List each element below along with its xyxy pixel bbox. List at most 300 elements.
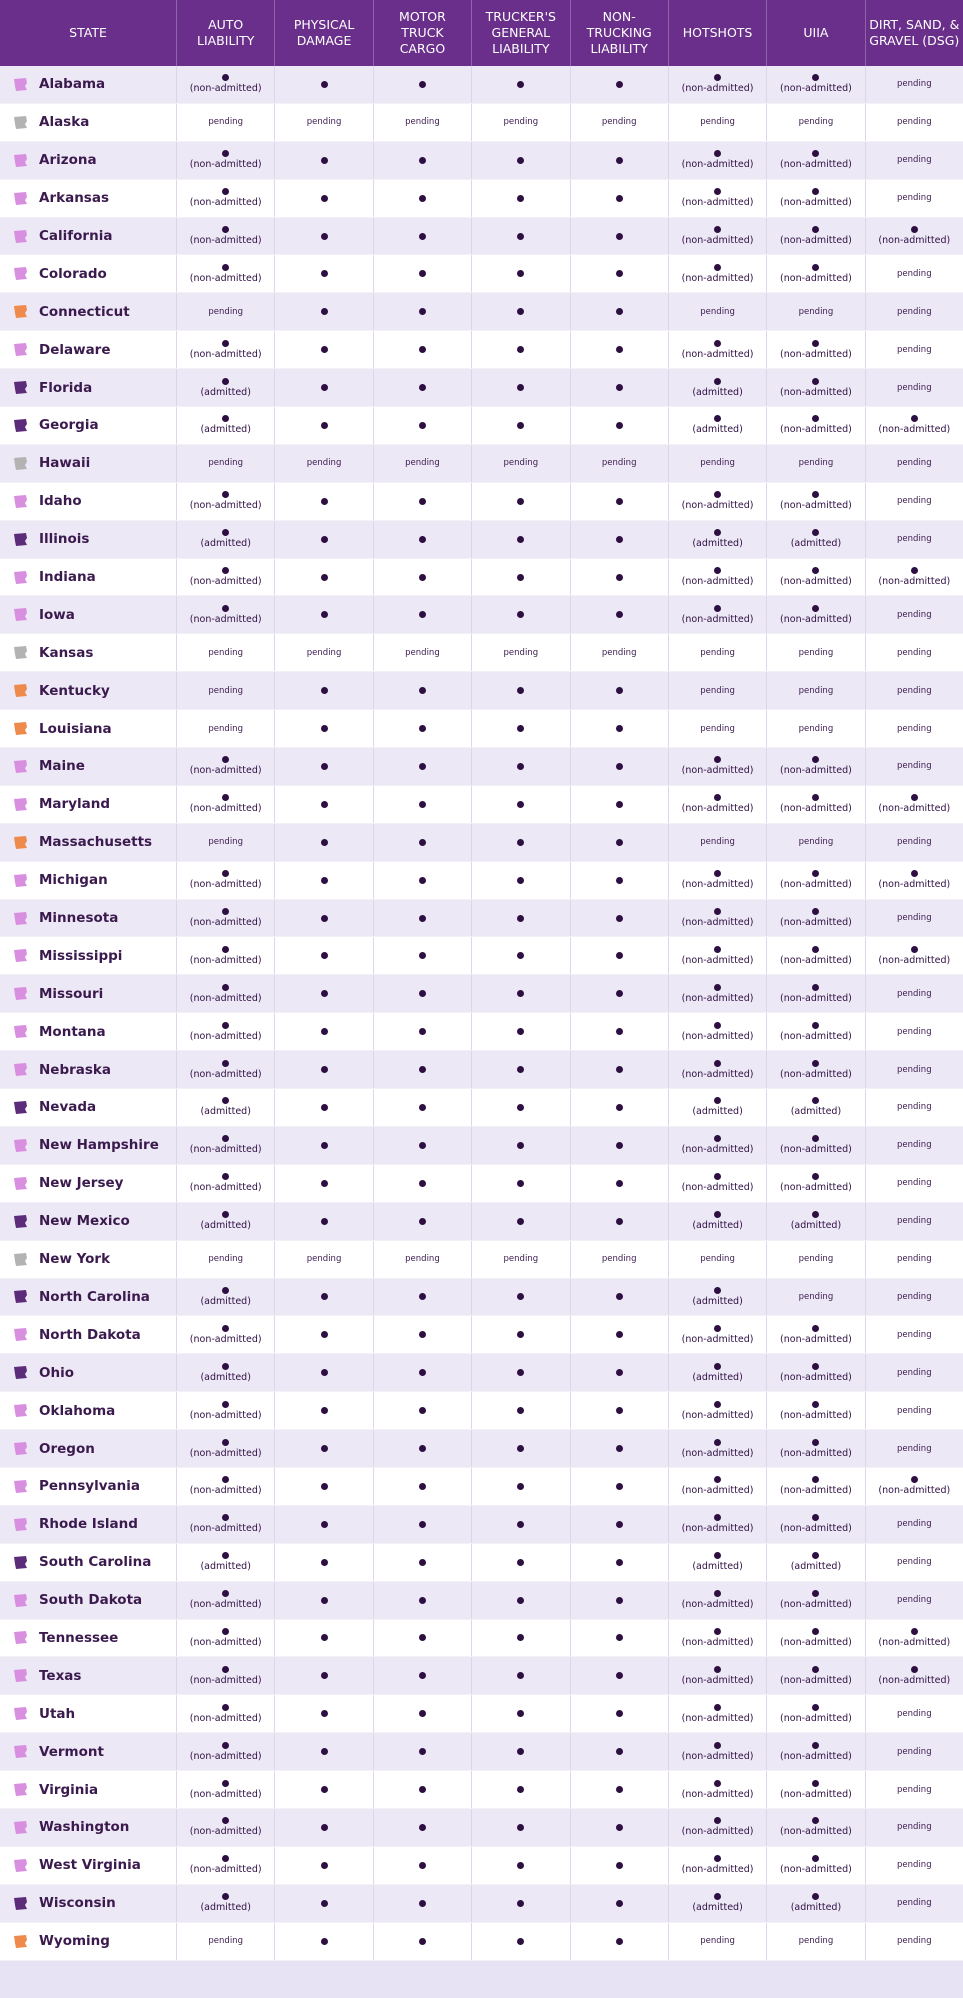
available-dot-icon [419,952,426,959]
state-name: Oregon [39,1440,95,1457]
coverage-cell [274,1013,372,1050]
available-dot-icon [911,1666,918,1673]
available-dot-icon [517,498,524,505]
admission-note: (non-admitted) [878,803,951,815]
coverage-cell [471,180,569,217]
coverage-cell [274,142,372,179]
available-dot-icon [616,1180,623,1187]
available-dot-icon [419,801,426,808]
available-dot-icon [321,1710,328,1717]
admission-note: (non-admitted) [189,1864,262,1876]
admission-note: (non-admitted) [681,765,754,777]
coverage-cell [176,1089,274,1126]
texas-icon [12,1668,29,1683]
available-dot-icon [517,1407,524,1414]
coverage-cell [176,937,274,974]
state-name: Wyoming [39,1933,110,1950]
available-dot-icon [517,1104,524,1111]
admission-note: (non-admitted) [780,1864,852,1876]
pending-label: pending [897,1519,932,1530]
admission-note: (admitted) [692,386,743,398]
available-dot-icon [419,498,426,505]
coverage-cell [176,66,274,103]
available-dot-icon [714,74,721,81]
available-dot-icon [616,308,623,315]
table-row [0,1013,963,1051]
admission-note: (non-admitted) [878,1485,951,1497]
new-hampshire-icon [12,1138,29,1153]
available-dot-icon [812,340,819,347]
admission-note: (non-admitted) [681,1750,754,1762]
state-cell [0,1013,176,1050]
available-dot-icon [222,908,229,915]
admission-note: (non-admitted) [189,917,262,929]
coverage-cell [471,1089,569,1126]
coverage-cell [274,1620,372,1657]
table-row [0,672,963,710]
coverage-cell [865,900,963,937]
admission-note: (non-admitted) [681,1864,754,1876]
available-dot-icon [419,990,426,997]
available-dot-icon [517,763,524,770]
coverage-cell [865,1506,963,1543]
coverage-cell [668,1506,766,1543]
coverage-cell [373,483,471,520]
coverage-cell [570,521,668,558]
coverage-cell [373,1354,471,1391]
coverage-cell [766,1923,864,1960]
available-dot-icon [419,1218,426,1225]
coverage-cell [766,1620,864,1657]
pending-label: pending [897,1822,932,1833]
available-dot-icon [714,1097,721,1104]
state-cell [0,975,176,1012]
available-dot-icon [812,1817,819,1824]
available-dot-icon [222,1742,229,1749]
coverage-cell [274,1582,372,1619]
table-header [0,0,963,66]
admission-note: (admitted) [692,1902,743,1914]
coverage-cell [373,1809,471,1846]
pending-label: pending [897,458,932,469]
pending-label: pending [798,647,834,658]
coverage-cell [570,1392,668,1429]
available-dot-icon [714,605,721,612]
coverage-cell [471,1544,569,1581]
coverage-cell [274,1203,372,1240]
pending-label: pending [897,685,932,696]
table-row [0,1847,963,1885]
coverage-cell [570,634,668,671]
pending-label: pending [798,723,834,734]
available-dot-icon [812,1439,819,1446]
coverage-cell [766,1695,864,1732]
pending-label: pending [601,647,637,658]
available-dot-icon [714,378,721,385]
pending-label: pending [897,647,932,658]
coverage-cell [176,1392,274,1429]
coverage-cell [373,1203,471,1240]
coverage-cell [865,1657,963,1694]
admission-note: (non-admitted) [189,1788,262,1800]
table-row [0,634,963,672]
coverage-cell [373,862,471,899]
available-dot-icon [812,1742,819,1749]
available-dot-icon [321,1786,328,1793]
available-dot-icon [714,1666,721,1673]
coverage-cell [766,862,864,899]
admission-note: (non-admitted) [189,1826,262,1838]
coverage-cell [471,218,569,255]
available-dot-icon [419,1483,426,1490]
available-dot-icon [714,870,721,877]
coverage-cell [471,1695,569,1732]
pending-label: pending [503,458,539,469]
available-dot-icon [616,1634,623,1641]
coverage-cell [176,596,274,633]
available-dot-icon [321,877,328,884]
state-cell [0,1316,176,1353]
column-header: PHYSICAL DAMAGE [274,0,372,66]
pending-label: pending [208,117,243,128]
coverage-cell [274,1695,372,1732]
admission-note: (admitted) [790,1106,842,1118]
state-cell [0,786,176,823]
coverage-cell [766,748,864,785]
available-dot-icon [616,422,623,429]
available-dot-icon [222,1514,229,1521]
state-name: New York [39,1251,111,1268]
coverage-cell [274,1089,372,1126]
admission-note: (admitted) [692,1220,743,1232]
coverage-cell [570,900,668,937]
pending-label: pending [897,306,932,317]
coverage-cell [176,218,274,255]
available-dot-icon [321,1597,328,1604]
coverage-cell [176,559,274,596]
state-cell [0,1392,176,1429]
louisiana-icon [12,721,29,736]
state-name: South Carolina [39,1554,152,1571]
coverage-cell [176,1620,274,1657]
available-dot-icon [419,1938,426,1945]
pending-label: pending [897,1291,932,1302]
coverage-cell [865,293,963,330]
coverage-cell [766,1544,864,1581]
available-dot-icon [911,567,918,574]
available-dot-icon [714,1363,721,1370]
available-dot-icon [812,150,819,157]
available-dot-icon [222,1401,229,1408]
coverage-cell [570,142,668,179]
available-dot-icon [419,1445,426,1452]
coverage-cell [865,180,963,217]
admission-note: (non-admitted) [189,197,262,209]
coverage-cell [668,1051,766,1088]
coverage-cell [274,1468,372,1505]
admission-note: (admitted) [200,1561,251,1573]
admission-note: (non-admitted) [780,1333,852,1345]
admission-note: (non-admitted) [681,576,754,588]
state-name: Montana [39,1023,106,1040]
available-dot-icon [812,264,819,271]
admission-note: (admitted) [200,1106,251,1118]
available-dot-icon [321,763,328,770]
table-row [0,710,963,748]
available-dot-icon [616,839,623,846]
coverage-cell [668,900,766,937]
available-dot-icon [222,1325,229,1332]
coverage-cell [373,1051,471,1088]
coverage-cell [570,1695,668,1732]
pending-label: pending [897,1784,932,1795]
state-cell [0,1923,176,1960]
available-dot-icon [714,1704,721,1711]
available-dot-icon [812,1893,819,1900]
coverage-cell [471,521,569,558]
pending-label: pending [897,496,932,507]
admission-note: (non-admitted) [681,879,754,891]
admission-note: (non-admitted) [189,1447,262,1459]
coverage-cell [274,559,372,596]
coverage-cell [570,1506,668,1543]
admission-note: (non-admitted) [189,765,262,777]
coverage-cell [373,900,471,937]
coverage-cell [471,1013,569,1050]
state-cell [0,1885,176,1922]
coverage-cell [766,1847,864,1884]
admission-note: (admitted) [200,386,251,398]
coverage-cell [274,975,372,1012]
available-dot-icon [419,81,426,88]
coverage-cell [471,1506,569,1543]
coverage-cell [766,104,864,141]
state-cell [0,369,176,406]
available-dot-icon [419,1293,426,1300]
north-carolina-icon [12,1289,29,1304]
table-row [0,255,963,293]
admission-note: (non-admitted) [780,348,852,360]
coverage-cell [373,1013,471,1050]
column-header: NON-TRUCKING LIABILITY [570,0,668,66]
pending-label: pending [897,1216,932,1227]
available-dot-icon [419,1710,426,1717]
admission-note: (non-admitted) [878,424,951,436]
available-dot-icon [321,1407,328,1414]
available-dot-icon [321,1445,328,1452]
admission-note: (non-admitted) [780,1447,852,1459]
coverage-cell [766,218,864,255]
admission-note: (non-admitted) [189,954,262,966]
coverage-cell [766,1468,864,1505]
state-cell [0,710,176,747]
coverage-cell [176,1771,274,1808]
coverage-cell [865,483,963,520]
coverage-cell [570,1089,668,1126]
state-cell [0,1203,176,1240]
available-dot-icon [222,1135,229,1142]
delaware-icon [12,342,29,357]
coverage-cell [570,1657,668,1694]
available-dot-icon [616,1786,623,1793]
coverage-cell [865,710,963,747]
pending-label: pending [897,1746,932,1757]
available-dot-icon [517,1559,524,1566]
coverage-cell [176,975,274,1012]
pending-label: pending [503,647,539,658]
admission-note: (non-admitted) [878,1674,951,1686]
coverage-cell [274,634,372,671]
state-name: Vermont [39,1743,104,1760]
admission-note: (non-admitted) [681,1712,754,1724]
west-virginia-icon [12,1858,29,1873]
coverage-cell [471,748,569,785]
available-dot-icon [321,1293,328,1300]
coverage-cell [766,937,864,974]
state-name: New Mexico [39,1213,130,1230]
coverage-cell [176,1051,274,1088]
coverage-cell [865,1430,963,1467]
admission-note: (non-admitted) [189,1409,262,1421]
coverage-cell [865,748,963,785]
state-name: North Carolina [39,1288,150,1305]
state-name: Georgia [39,417,99,434]
available-dot-icon [517,1066,524,1073]
state-cell [0,748,176,785]
available-dot-icon [714,1552,721,1559]
pending-label: pending [601,117,637,128]
state-name: Idaho [39,493,82,510]
coverage-cell [668,975,766,1012]
admission-note: (non-admitted) [681,1409,754,1421]
coverage-cell [865,1695,963,1732]
available-dot-icon [517,1634,524,1641]
table-row [0,1885,963,1923]
available-dot-icon [714,1211,721,1218]
pending-label: pending [700,837,735,848]
coverage-cell [176,255,274,292]
admission-note: (non-admitted) [681,1788,754,1800]
coverage-cell [373,1771,471,1808]
coverage-cell [668,1620,766,1657]
state-cell [0,634,176,671]
pending-label: pending [897,723,932,734]
available-dot-icon [419,763,426,770]
admission-note: (non-admitted) [681,1182,754,1194]
coverage-cell [471,1847,569,1884]
state-cell [0,1089,176,1126]
admission-note: (non-admitted) [681,954,754,966]
admission-note: (non-admitted) [189,1674,262,1686]
available-dot-icon [714,1780,721,1787]
state-name: Washington [39,1819,130,1836]
available-dot-icon [517,687,524,694]
ohio-icon [12,1365,29,1380]
coverage-cell [373,937,471,974]
pending-label: pending [405,647,440,658]
coverage-cell [471,1430,569,1467]
available-dot-icon [517,1748,524,1755]
available-dot-icon [616,1331,623,1338]
coverage-cell [865,1544,963,1581]
available-dot-icon [321,1369,328,1376]
coverage-cell [373,1430,471,1467]
coverage-cell [274,1316,372,1353]
coverage-cell [570,1316,668,1353]
available-dot-icon [616,574,623,581]
admission-note: (admitted) [200,538,251,550]
admission-note: (non-admitted) [681,1030,754,1042]
coverage-cell [471,142,569,179]
available-dot-icon [419,157,426,164]
coverage-cell [668,1544,766,1581]
coverage-cell [668,1013,766,1050]
coverage-cell [274,786,372,823]
admission-note: (non-admitted) [189,272,262,284]
alaska-icon [12,115,29,130]
coverage-cell [176,672,274,709]
pending-label: pending [405,117,440,128]
coverage-cell [766,1430,864,1467]
pending-label: pending [798,458,834,469]
available-dot-icon [812,1060,819,1067]
available-dot-icon [321,1559,328,1566]
connecticut-icon [12,304,29,319]
admission-note: (non-admitted) [681,1144,754,1156]
available-dot-icon [714,1439,721,1446]
california-icon [12,229,29,244]
table-row [0,1923,963,1961]
admission-note: (admitted) [692,1106,743,1118]
pending-label: pending [798,837,834,848]
pending-label: pending [897,1898,932,1909]
admission-note: (non-admitted) [681,1333,754,1345]
coverage-cell [471,1165,569,1202]
coverage-cell [570,180,668,217]
pending-label: pending [798,1254,834,1265]
table-row [0,975,963,1013]
coverage-cell [865,142,963,179]
pending-label: pending [897,761,932,772]
available-dot-icon [321,1066,328,1073]
coverage-cell [373,1923,471,1960]
coverage-cell [766,483,864,520]
coverage-cell [176,1127,274,1164]
coverage-cell [373,1279,471,1316]
coverage-cell [471,293,569,330]
admission-note: (non-admitted) [681,1485,754,1497]
coverage-cell [274,862,372,899]
coverage-cell [471,1771,569,1808]
coverage-cell [865,1241,963,1278]
coverage-cell [176,142,274,179]
admission-note: (non-admitted) [189,1068,262,1080]
tennessee-icon [12,1630,29,1645]
table-row [0,596,963,634]
admission-note: (non-admitted) [189,1144,262,1156]
admission-note: (non-admitted) [780,1144,852,1156]
pending-label: pending [897,1405,932,1416]
admission-note: (non-admitted) [780,917,852,929]
column-header: AUTO LIABILITY [176,0,274,66]
admission-note: (non-admitted) [780,992,852,1004]
table-row [0,1620,963,1658]
coverage-cell [766,1657,864,1694]
available-dot-icon [517,1710,524,1717]
state-name: Minnesota [39,910,119,927]
admission-note: (non-admitted) [780,879,852,891]
coverage-cell [274,1733,372,1770]
